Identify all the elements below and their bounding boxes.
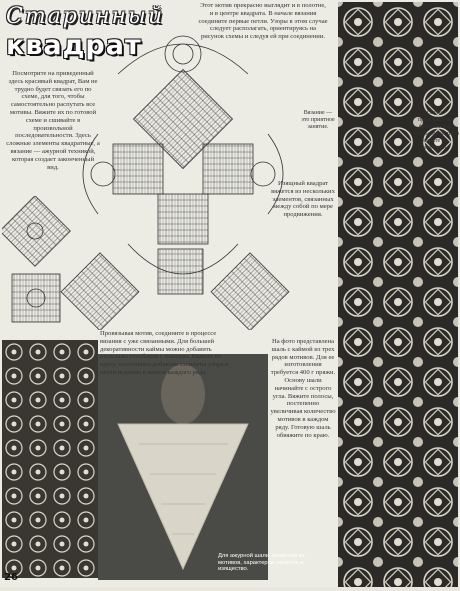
top-middle-text: Этот мотив прекрасно выглядит и в полотне, и в центре квадрата. В начале вязания соедините первые петли. Узоры в этом случае следует располагать, ориентируясь на рисунок схемы и следуя ей при соединении.: [198, 2, 328, 41]
middle-text: Изящный квадрат вяжется из нескольких элементов, связанных между собой по мере продвижения.: [271, 180, 335, 219]
title-main: квадрат: [6, 30, 142, 61]
lace-photo-column: [338, 2, 458, 587]
intro-text: Посмотрите на приведенный здесь красивый квадрат, Вам не трудно будет связать его по схеме, для того, чтобы самостоятельно распутать все мотивы. Вяжите их по готовой схеме и сшивайте в произвольной последовательности. Здесь сложные элементы квадратные, а вязание — ажурной техникой, которая создает законченный вид.: [6, 70, 100, 171]
motif-diagram-left: [2, 196, 72, 336]
title-script: Старинный: [6, 4, 165, 29]
far-right-text: Схема представлена фрагментом, остальные мотивы вяжите по аналогии.: [411, 110, 459, 151]
shawl-text: На фото представлена шаль с каймой из трех рядов мотивов. Для ее изготовления требуется 400 г пряжи. Основу шали начинайте с острого угла. Вяжите полосы, постепенно увеличивая количество мотивов в каждом ряду. Готовую шаль обвяжите по краю.: [270, 338, 336, 439]
shawl-photo: [98, 354, 268, 580]
lace-pattern-image: [338, 2, 458, 587]
page-number: 26: [4, 572, 18, 583]
lace-strip-photo: [2, 340, 98, 578]
crochet-chart-diagram: [58, 14, 318, 330]
instructions-text: Провязывая мотив, соедините в процессе вязания с уже связанными. Для большей декоративности каймы можно добавить несколько столбиков с накидом. Вяжите по кругу, постепенно добавляя элементы узора и петли подъема в начале каждого ряда.: [100, 330, 229, 376]
right-text: Вязание — это приятное занятие.: [301, 110, 335, 130]
photo-caption: Для ажурной шали, вязанной из мотивов, характерна легкость и изящество.: [218, 553, 305, 573]
